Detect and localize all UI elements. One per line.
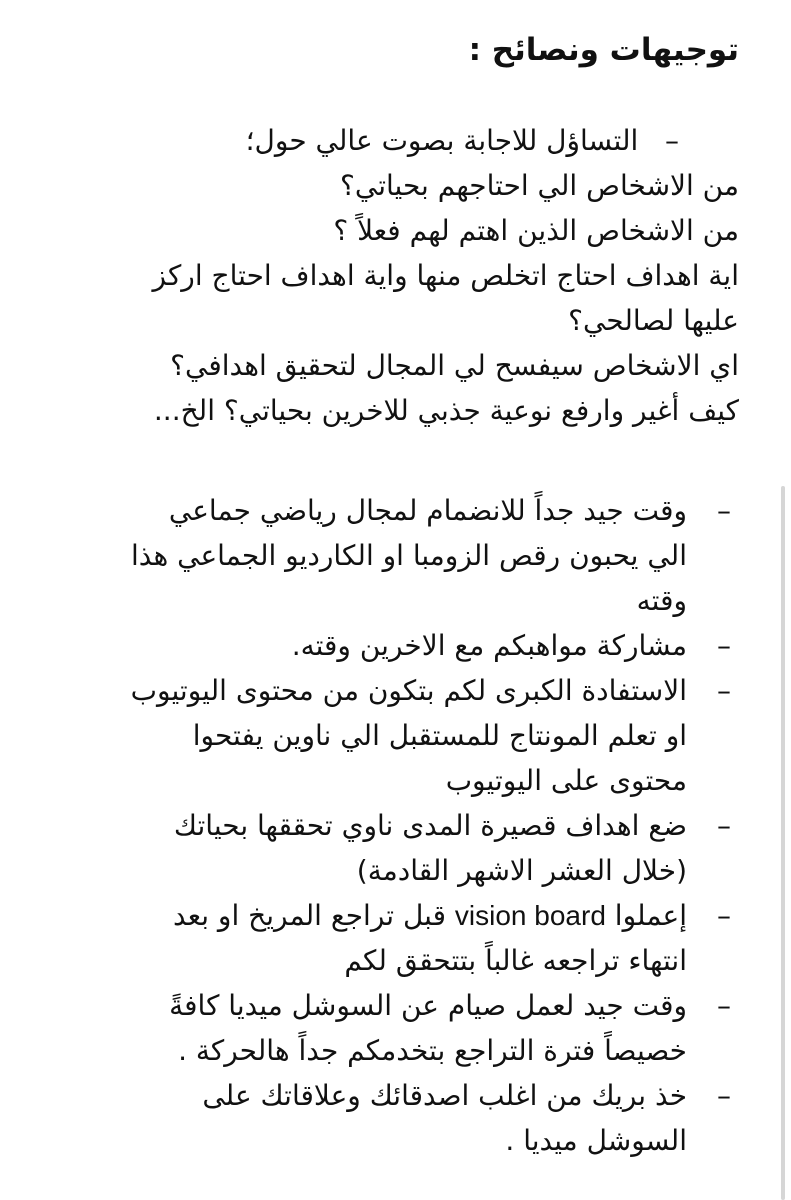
tip-line: الي يحبون رقص الزومبا او الكارديو الجماعي هذا (130, 539, 687, 572)
reflection-questions (49, 118, 739, 433)
page-title: توجيهات ونصائح : (468, 32, 739, 68)
list-dash: – (717, 989, 731, 1022)
question-line: اي الاشخاص سيفسح لي المجال لتحقيق اهدافي؟ (170, 349, 739, 382)
list-item (49, 803, 739, 893)
list-item (49, 1073, 739, 1163)
questions-intro (49, 118, 739, 163)
tip-line: وقت جيد جداً للانضمام لمجال رياضي جماعي (168, 494, 687, 527)
list-dash: – (717, 809, 731, 842)
list-dash: – (717, 629, 731, 662)
tip-text: إعملوا (605, 899, 687, 932)
questions-intro-text: التساؤل للاجابة بصوت عالي حول؛ (245, 124, 639, 157)
tip-line: وقت جيد لعمل صيام عن السوشل ميديا كافةً (169, 989, 687, 1022)
tip-text: قبل تراجع المريخ او بعد (173, 899, 455, 932)
question-line: من الاشخاص الي احتاجهم بحياتي؟ (340, 169, 739, 202)
vision-board-term: vision board (454, 900, 606, 931)
tip-line: خذ بريك من اغلب اصدقائك وعلاقاتك على (202, 1079, 687, 1112)
tip-line: وقته (636, 584, 687, 617)
tip-line (49, 893, 687, 938)
tip-line: ضع اهداف قصيرة المدى ناوي تحققها بحياتك (173, 809, 687, 842)
list-dash: – (717, 494, 731, 527)
list-dash: – (717, 674, 731, 707)
tip-line: انتهاء تراجعه غالباً بتتحقق لكم (344, 944, 687, 977)
list-item (49, 488, 739, 623)
tip-line: السوشل ميديا . (505, 1124, 687, 1157)
list-item (49, 983, 739, 1073)
list-dash: – (717, 1079, 731, 1112)
list-dash: – (665, 124, 679, 157)
tip-line: مشاركة مواهبكم مع الاخرين وقته. (291, 629, 687, 662)
list-item (49, 668, 739, 803)
scrollbar-thumb[interactable] (781, 486, 785, 1200)
tip-line: محتوى على اليوتيوب (445, 764, 687, 797)
list-dash: – (717, 899, 731, 932)
list-item (49, 893, 739, 983)
question-line: اية اهداف احتاج اتخلص منها واية اهداف احتاج اركز (152, 259, 739, 292)
question-line: من الاشخاص الذين اهتم لهم فعلاً ؟ (333, 214, 739, 247)
list-item (49, 623, 739, 668)
tip-line: الاستفادة الكبرى لكم بتكون من محتوى اليوتيوب (130, 674, 687, 707)
scrollbar[interactable] (781, 486, 785, 1200)
question-line: كيف أغير وارفع نوعية جذبي للاخرين بحياتي؟ الخ... (153, 394, 739, 427)
question-line: عليها لصالحي؟ (568, 304, 739, 337)
tip-line: او تعلم المونتاج للمستقبل الي ناوين يفتحوا (192, 719, 687, 752)
tips-list (49, 488, 739, 1163)
tip-line: (خلال العشر الاشهر القادمة) (356, 854, 687, 887)
tip-line: خصيصاً فترة التراجع بتخدمكم جداً هالحركة . (178, 1034, 687, 1067)
